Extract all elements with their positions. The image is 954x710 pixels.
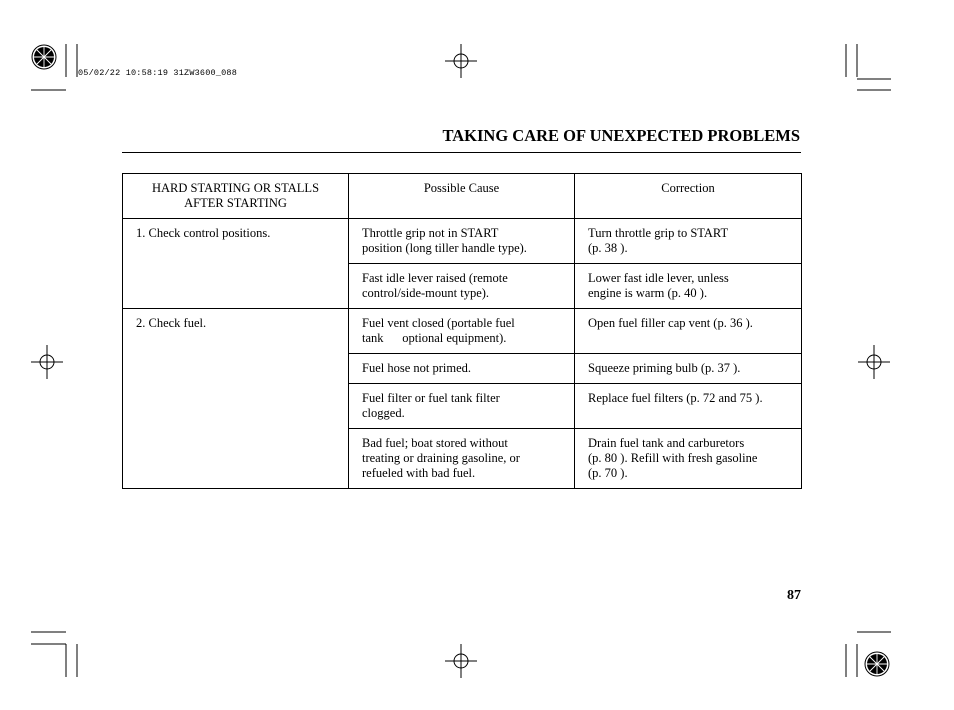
cause-line: Throttle grip not in START [362,226,499,240]
registration-crosshair-bottom [445,644,477,678]
cause-cell [349,429,575,489]
cause-line: Fast idle lever raised (remote [362,271,508,285]
registration-crosshair-left [31,345,63,379]
correction-line: Squeeze priming bulb (p. 37 ). [588,361,741,375]
cause-cell [349,384,575,429]
table-row [123,309,802,354]
problem-header-line: HARD STARTING OR STALLS [151,181,320,195]
cause-cell [349,309,575,354]
check-step: 2. Check fuel. [123,309,349,489]
correction-cell [575,354,802,384]
cause-line: Fuel vent closed (portable fuel [362,316,515,330]
page-number: 87 [787,588,801,603]
table-row [123,219,802,264]
cause-line: Bad fuel; boat stored without [362,436,508,450]
cause-line: position (long tiller handle type). [362,241,527,255]
correction-cell [575,429,802,489]
registration-crosshair-top [445,44,477,78]
correction-cell [575,219,802,264]
problem-header [123,174,349,219]
cause-line: control/side-mount type). [362,286,490,300]
correction-line: (p. 80 ). Refill with fresh gasoline [588,451,758,465]
correction-line: Open fuel filler cap vent (p. 36 ). [588,316,753,330]
problem-header-line: AFTER STARTING [184,196,287,210]
cause-cell [349,264,575,309]
correction-line: (p. 70 ). [588,466,628,480]
correction-header: Correction [575,174,802,219]
check-step: 1. Check control positions. [123,219,349,309]
cause-line: Fuel hose not primed. [362,361,472,375]
cause-line: clogged. [362,406,405,420]
correction-line: Replace fuel filters (p. 72 and 75 ). [588,391,763,405]
correction-line: (p. 38 ). [588,241,628,255]
cause-cell [349,354,575,384]
correction-line: Drain fuel tank and carburetors [588,436,745,450]
correction-cell [575,309,802,354]
troubleshooting-table [122,173,802,489]
cause-line: Fuel filter or fuel tank filter [362,391,500,405]
table-header-row [123,174,802,219]
registration-crosshair-right [858,345,890,379]
title-rule [122,152,801,153]
correction-cell [575,264,802,309]
correction-cell [575,384,802,429]
cause-line: tank optional equipment). [362,331,507,345]
section-title: TAKING CARE OF UNEXPECTED PROBLEMS [442,126,800,145]
starburst-target-bottom-right [865,652,889,676]
cause-header: Possible Cause [349,174,575,219]
cause-line: refueled with bad fuel. [362,466,476,480]
starburst-target-top-left [32,45,56,69]
correction-line: Lower fast idle lever, unless [588,271,729,285]
cause-line: treating or draining gasoline, or [362,451,520,465]
print-timestamp: 05/02/22 10:58:19 31ZW3600_088 [78,68,238,78]
correction-line: Turn throttle grip to START [588,226,729,240]
cause-cell [349,219,575,264]
correction-line: engine is warm (p. 40 ). [588,286,708,300]
